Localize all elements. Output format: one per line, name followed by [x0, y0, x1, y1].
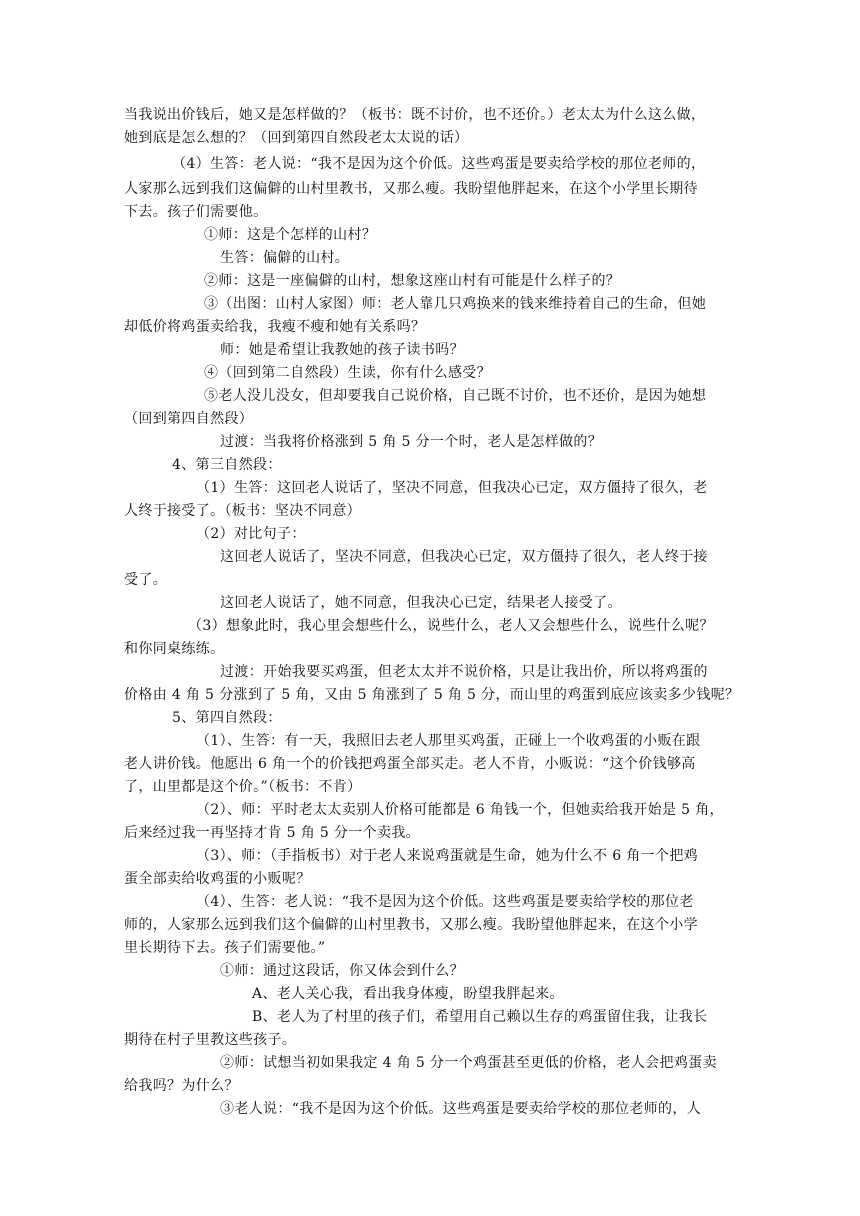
text-line: ③（出图：山村人家图）师：老人靠几只鸡换来的钱来维持着自己的生命，但她	[204, 296, 707, 312]
text-line: 和你同桌练练。	[124, 641, 225, 657]
text-line: 老人讲价钱。他愿出 6 角一个的价钱把鸡蛋全部买走。老人不肯，小贩说：“这个价钱够高	[124, 756, 696, 772]
text-line: 人家那么远到我们这偏僻的山村里教书，又那么瘦。我盼望他胖起来，在这个小学里长期待	[124, 181, 698, 197]
text-line: （1）生答：这回老人说话了，坚决不同意，但我决心已定，双方僵持了很久，老	[196, 480, 708, 496]
text-line: （2）对比句子：	[196, 526, 306, 542]
text-line: （回到第四自然段）	[124, 411, 254, 427]
text-line: ①师：通过这段话，你又体会到什么？	[220, 963, 464, 979]
text-line: （4）生答：老人说：“我不是因为这个价低。这些鸡蛋是要卖给学校的那位老师的，	[172, 156, 706, 172]
text-line: 价格由 4 角 5 分涨到了 5 角，又由 5 角涨到了 5 角 5 分，而山里的鸡蛋到底应该卖多少钱呢？	[124, 687, 740, 703]
text-line: 当我说出价钱后，她又是怎样做的？（板书：既不讨价，也不还价。）老太太为什么这么做，	[124, 107, 706, 123]
text-line: 蛋全部卖给收鸡蛋的小贩呢？	[124, 871, 311, 887]
section-heading: 4、第三自然段：	[172, 457, 282, 473]
text-line: ⑤老人没儿没女，但却要我自己说价格，自己既不讨价，也不还价，是因为她想	[204, 388, 707, 404]
text-line: A、老人关心我，看出我身体瘦，盼望我胖起来。	[252, 986, 564, 1002]
text-line: 受了。	[124, 572, 168, 588]
text-line: 过渡：开始我要买鸡蛋，但老太太并不说价格，只是让我出价，所以将鸡蛋的	[220, 664, 708, 680]
text-line: 里长期待下去。孩子们需要他。”	[124, 940, 326, 956]
text-line: 生答：偏僻的山村。	[220, 250, 350, 266]
text-line: ④（回到第二自然段）生读，你有什么感受？	[204, 365, 491, 381]
text-line: ③老人说：“我不是因为这个价低。这些鸡蛋是要卖给学校的那位老师的，人	[220, 1101, 702, 1117]
text-line: B、老人为了村里的孩子们，希望用自己赖以生存的鸡蛋留住我，让我长	[252, 1009, 708, 1025]
text-line: ②师：试想当初如果我定 4 角 5 分一个鸡蛋甚至更低的价格，老人会把鸡蛋卖	[220, 1055, 717, 1071]
text-line: 师的，人家那么远到我们这个偏僻的山村里教书，又那么瘦。我盼望他胖起来，在这个小学	[124, 917, 698, 933]
text-line: 却低价将鸡蛋卖给我，我瘦不瘦和她有关系吗？	[124, 319, 426, 335]
section-heading: 5、第四自然段：	[172, 710, 282, 726]
text-line: 人终于接受了。（板书：坚决不同意）	[124, 503, 361, 519]
text-line: ②师：这是一座偏僻的山村，想象这座山村有可能是什么样子的？	[204, 273, 621, 289]
text-line: （2）、师：平时老太太卖别人价格可能都是 6 角钱一个，但她卖给我开始是 5 角，	[196, 802, 724, 818]
text-line: ①师：这是个怎样的山村？	[204, 227, 377, 243]
text-line: 期待在村子里教这些孩子。	[124, 1032, 297, 1048]
text-line: （1）、生答：有一天，我照旧去老人那里买鸡蛋，正碰上一个收鸡蛋的小贩在跟	[196, 733, 701, 749]
text-line: 师：她是希望让我教她的孩子读书吗？	[220, 342, 464, 358]
text-line: （3）想象此时，我心里会想些什么，说些什么，老人又会想些什么，说些什么呢？	[188, 618, 714, 634]
text-line: 这回老人说话了，坚决不同意，但我决心已定，双方僵持了很久，老人终于接	[220, 549, 708, 565]
text-line: 下去。孩子们需要他。	[124, 204, 268, 220]
text-line: （3）、师：（手指板书）对于老人来说鸡蛋就是生命，她为什么不 6 角一个把鸡	[196, 848, 699, 864]
text-line: 了，山里都是这个价。”（板书：不肯）	[124, 779, 362, 795]
text-line: 给我吗？为什么？	[124, 1078, 239, 1094]
text-line: 后来经过我一再坚持才肯 5 角 5 分一个卖我。	[124, 825, 421, 841]
text-line: （4）、生答：老人说：“我不是因为这个价低。这些鸡蛋是要卖给学校的那位老	[196, 894, 694, 910]
text-line: 这回老人说话了，她不同意，但我决心已定，结果老人接受了。	[220, 595, 622, 611]
text-line: 她到底是怎么想的？（回到第四自然段老太太说的话）	[124, 130, 469, 146]
text-line: 过渡：当我将价格涨到 5 角 5 分一个时，老人是怎样做的？	[220, 434, 603, 450]
